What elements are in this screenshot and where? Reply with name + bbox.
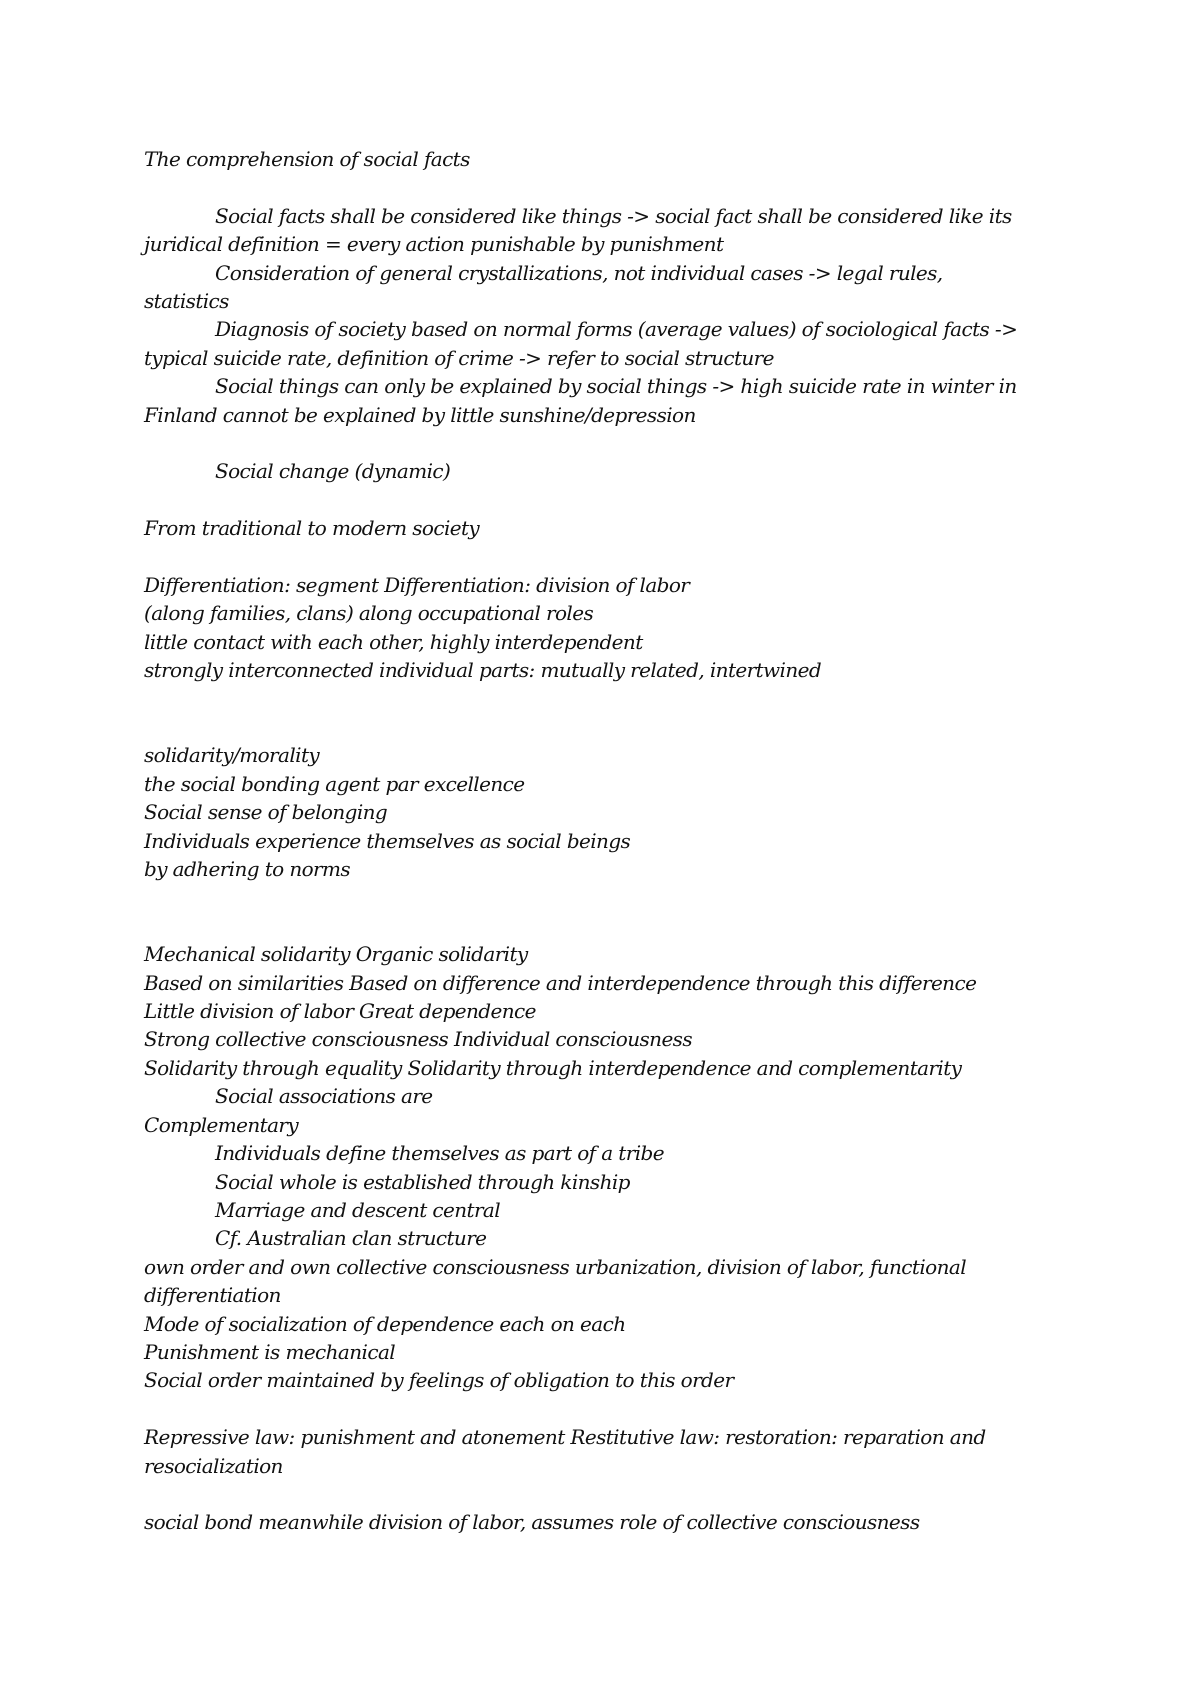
blank-line (144, 685, 1064, 713)
text-line: solidarity/morality (144, 743, 320, 768)
text-line: Strong collective consciousness Individual consciousness (144, 1027, 693, 1052)
text-line: Mechanical solidarity Organic solidarity (144, 942, 528, 967)
blank-line (144, 912, 1064, 940)
text-line: Individuals define themselves as part of a tribe (215, 1141, 664, 1166)
text-line: the social bonding agent par excellence (144, 771, 525, 796)
text-line: Mode of socialization of dependence each on each (144, 1311, 626, 1336)
text-line: Social things can only be explained by social things -> high suicide rate in winter in (215, 374, 1017, 399)
blank-line (144, 1480, 1064, 1508)
text-line: by adhering to norms (144, 857, 351, 882)
text-line: own order and own collective consciousness urbanization, division of labor, functional (144, 1254, 966, 1279)
text-line: Social associations are (215, 1084, 433, 1109)
text-line: Punishment is mechanical (144, 1339, 396, 1364)
blank-line (144, 713, 1064, 741)
text-line: (along families, clans) along occupational roles (144, 601, 594, 626)
blank-line (144, 486, 1064, 514)
text-line: Based on similarities Based on difference and interdependence through this difference (144, 970, 977, 995)
text-line: Complementary (144, 1112, 299, 1137)
text-line: Social change (dynamic) (215, 459, 451, 484)
text-line: Repressive law: punishment and atonement Restitutive law: restoration: reparation and (144, 1425, 986, 1450)
blank-line (144, 1395, 1064, 1423)
text-line: Diagnosis of society based on normal forms (average values) of sociological facts -> (215, 317, 1018, 342)
document-body (144, 145, 1064, 1537)
text-line: social bond meanwhile division of labor, assumes role of collective consciousness (144, 1510, 920, 1535)
blank-line (144, 429, 1064, 457)
text-line: Social whole is established through kinship (215, 1169, 630, 1194)
section-heading: The comprehension of social facts (144, 147, 470, 171)
text-line: Differentiation: segment Differentiation: division of labor (144, 573, 690, 598)
text-line: Little division of labor Great dependence (144, 999, 536, 1024)
text-line: Social sense of belonging (144, 800, 388, 825)
text-line: Social order maintained by feelings of obligation to this order (144, 1368, 734, 1393)
text-line: differentiation (144, 1283, 281, 1308)
text-line: Individuals experience themselves as social beings (144, 828, 631, 853)
text-line: Marriage and descent central (215, 1197, 501, 1222)
blank-line (144, 883, 1064, 911)
text-line: Solidarity through equality Solidarity through interdependence and complementarity (144, 1055, 962, 1080)
text-line: Social facts shall be considered like things -> social fact shall be considered like its (215, 203, 1012, 228)
text-line: Finland cannot be explained by little sunshine/depression (144, 402, 696, 427)
text-line: little contact with each other, highly interdependent (144, 629, 643, 654)
text-line: statistics (144, 289, 229, 314)
text-line: Consideration of general crystallizations, not individual cases -> legal rules, (215, 260, 943, 285)
blank-line (144, 543, 1064, 571)
text-line: strongly interconnected individual parts: mutually related, intertwined (144, 658, 822, 683)
text-line: resocialization (144, 1453, 283, 1478)
text-line: juridical definition = every action punishable by punishment (144, 232, 724, 257)
text-line: typical suicide rate, definition of crime -> refer to social structure (144, 345, 774, 370)
text-line: From traditional to modern society (144, 516, 480, 541)
blank-line (144, 173, 1064, 201)
text-line: Cf. Australian clan structure (215, 1226, 487, 1251)
